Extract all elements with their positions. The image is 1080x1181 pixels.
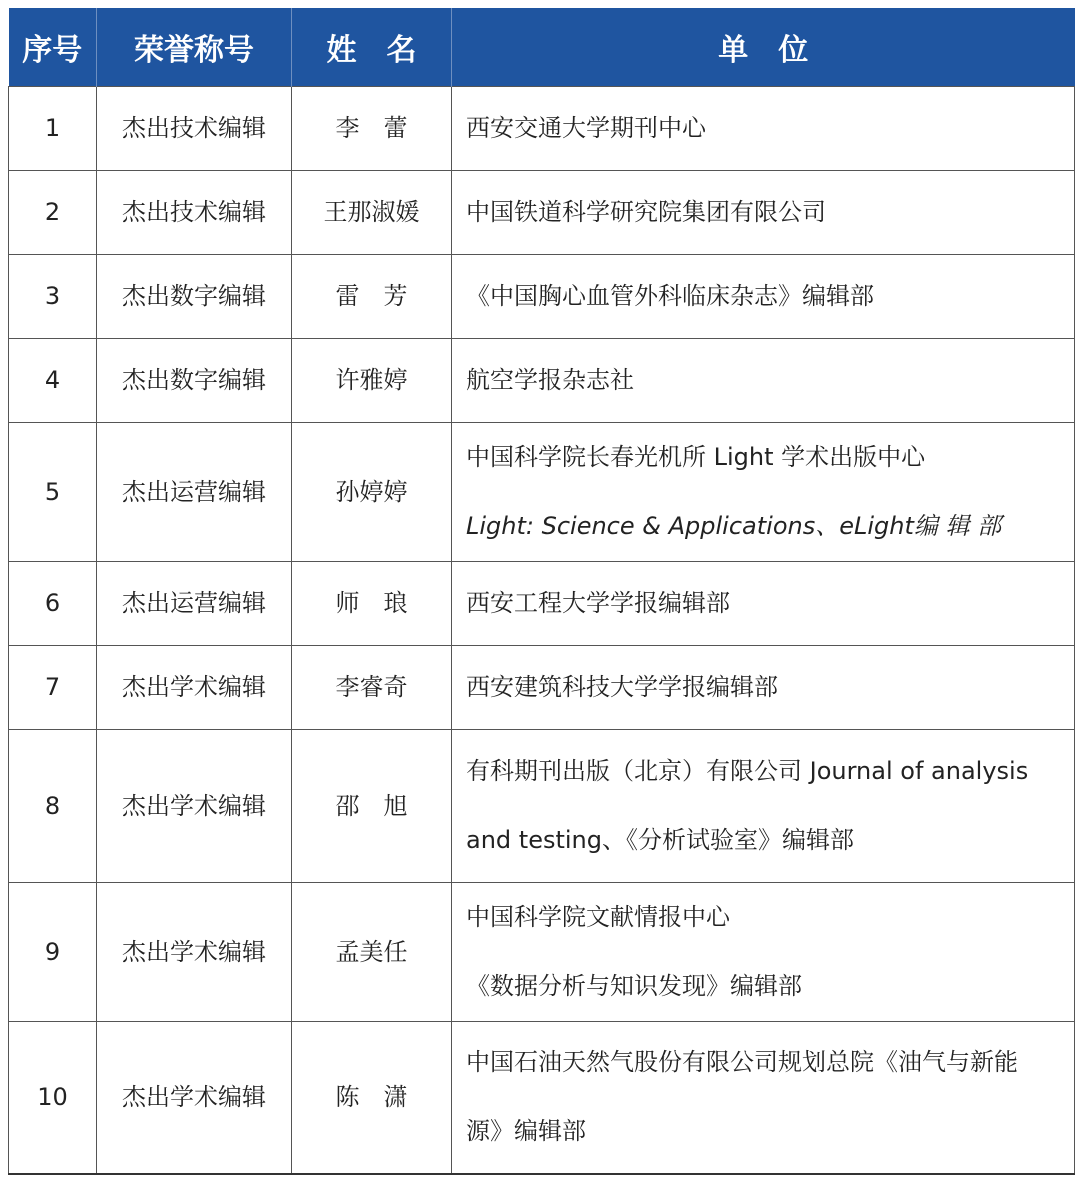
unit-line: and testing、《分析试验室》编辑部 bbox=[466, 826, 854, 854]
unit-line: 西安工程大学学报编辑部 bbox=[466, 589, 730, 618]
row-name: 王那淑媛 bbox=[292, 171, 452, 255]
unit-line: 有科期刊出版（北京）有限公司 Journal of analysis bbox=[466, 757, 1029, 786]
row-index: 8 bbox=[9, 730, 97, 883]
table-row bbox=[9, 730, 1075, 883]
row-unit bbox=[452, 1022, 1075, 1174]
row-index: 7 bbox=[9, 646, 97, 730]
row-index: 9 bbox=[9, 883, 97, 1022]
row-name: 李睿奇 bbox=[292, 646, 452, 730]
row-honor-title: 杰出学术编辑 bbox=[97, 730, 292, 883]
table-row bbox=[9, 562, 1075, 646]
row-name: 师 琅 bbox=[292, 562, 452, 646]
row-honor-title: 杰出运营编辑 bbox=[97, 562, 292, 646]
unit-line: 西安建筑科技大学学报编辑部 bbox=[466, 673, 778, 702]
row-name: 许雅婷 bbox=[292, 339, 452, 423]
table-row bbox=[9, 87, 1075, 171]
unit-line: 源》编辑部 bbox=[466, 1117, 586, 1146]
table-row bbox=[9, 171, 1075, 255]
unit-line: 航空学报杂志社 bbox=[466, 366, 634, 395]
row-unit bbox=[452, 255, 1075, 339]
row-name: 雷 芳 bbox=[292, 255, 452, 339]
row-honor-title: 杰出学术编辑 bbox=[97, 883, 292, 1022]
row-honor-title: 杰出学术编辑 bbox=[97, 1022, 292, 1174]
unit-line: 西安交通大学期刊中心 bbox=[466, 114, 706, 143]
header-index: 序号 bbox=[9, 8, 97, 87]
header-honor-title: 荣誉称号 bbox=[97, 8, 292, 87]
row-unit bbox=[452, 339, 1075, 423]
header-name: 姓 名 bbox=[292, 8, 452, 87]
row-name: 孟美任 bbox=[292, 883, 452, 1022]
row-unit bbox=[452, 171, 1075, 255]
row-honor-title: 杰出技术编辑 bbox=[97, 87, 292, 171]
row-honor-title: 杰出数字编辑 bbox=[97, 339, 292, 423]
row-index: 4 bbox=[9, 339, 97, 423]
header-unit: 单 位 bbox=[452, 8, 1075, 87]
unit-line: 中国科学院文献情报中心 bbox=[466, 903, 730, 932]
unit-line: 《数据分析与知识发现》编辑部 bbox=[466, 972, 802, 1000]
row-name: 李 蕾 bbox=[292, 87, 452, 171]
row-honor-title: 杰出技术编辑 bbox=[97, 171, 292, 255]
unit-line: 中国铁道科学研究院集团有限公司 bbox=[466, 198, 826, 227]
row-index: 10 bbox=[9, 1022, 97, 1174]
unit-line: 中国石油天然气股份有限公司规划总院《油气与新能 bbox=[466, 1048, 1018, 1077]
row-unit bbox=[452, 423, 1075, 562]
table-row bbox=[9, 339, 1075, 423]
row-unit bbox=[452, 730, 1075, 883]
table-header bbox=[9, 8, 1075, 87]
table-row bbox=[9, 423, 1075, 562]
table-row bbox=[9, 883, 1075, 1022]
unit-line: 中国科学院长春光机所 Light 学术出版中心 bbox=[466, 443, 926, 472]
table-row bbox=[9, 255, 1075, 339]
header-row bbox=[9, 8, 1075, 87]
row-unit bbox=[452, 562, 1075, 646]
honor-table bbox=[8, 8, 1075, 1175]
row-honor-title: 杰出运营编辑 bbox=[97, 423, 292, 562]
row-name: 孙婷婷 bbox=[292, 423, 452, 562]
row-unit bbox=[452, 883, 1075, 1022]
table-row bbox=[9, 1022, 1075, 1174]
unit-line: Light: Science & Applications、eLight编 辑 部 bbox=[466, 512, 1002, 540]
row-index: 2 bbox=[9, 171, 97, 255]
row-index: 3 bbox=[9, 255, 97, 339]
row-unit bbox=[452, 646, 1075, 730]
row-index: 5 bbox=[9, 423, 97, 562]
unit-line: 《中国胸心血管外科临床杂志》编辑部 bbox=[466, 282, 874, 311]
row-name: 邵 旭 bbox=[292, 730, 452, 883]
row-name: 陈 潇 bbox=[292, 1022, 452, 1174]
row-index: 6 bbox=[9, 562, 97, 646]
row-unit bbox=[452, 87, 1075, 171]
table-body bbox=[9, 87, 1075, 1174]
table-row bbox=[9, 646, 1075, 730]
row-honor-title: 杰出数字编辑 bbox=[97, 255, 292, 339]
row-index: 1 bbox=[9, 87, 97, 171]
row-honor-title: 杰出学术编辑 bbox=[97, 646, 292, 730]
